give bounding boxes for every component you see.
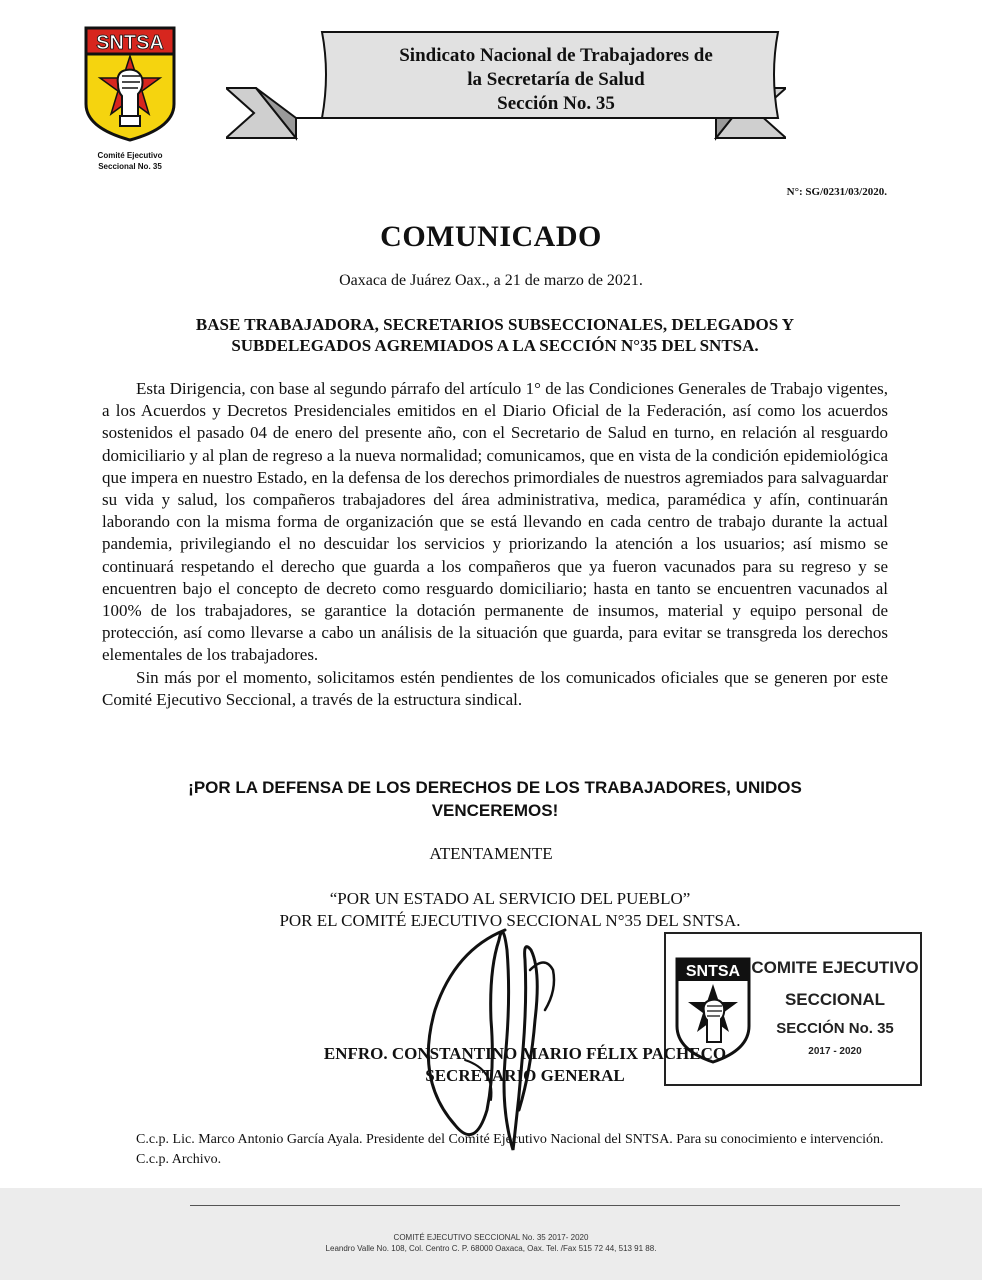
banner-line-3: Sección No. 35 — [497, 93, 615, 114]
ccp-line-1: C.c.p. Lic. Marco Antonio García Ayala. Presidente del Comité Ejecutivo Nacional del SNTSA. Para su conocimiento e intervención. — [136, 1132, 884, 1147]
footer-line-1: COMITÉ EJECUTIVO SECCIONAL No. 35 2017- 2020 — [393, 1233, 589, 1242]
stamp-line-4: 2017 - 2020 — [808, 1046, 862, 1057]
slogan-line-2: VENCEREMOS! — [431, 801, 559, 820]
motto-line-2: POR EL COMITÉ EJECUTIVO SECCIONAL N°35 DEL SNTSA. — [279, 911, 741, 930]
handwritten-signature — [395, 910, 595, 1160]
footer — [0, 1232, 982, 1254]
logo-caption-line2: Seccional No. 35 — [98, 162, 162, 171]
addressee-line-2: SUBDELEGADOS AGREMIADOS A LA SECCIÓN N°35 DEL SNTSA. — [231, 336, 759, 355]
stamp-line-1: COMITE EJECUTIVO — [751, 958, 919, 977]
body-paragraph-2: Sin más por el momento, solicitamos estén pendientes de los comunicados oficiales que se generen por este Comité Ejecutivo Seccional, a través de la estructura sindical. — [102, 667, 888, 709]
slogan — [120, 776, 870, 822]
svg-text:SNTSA: SNTSA — [96, 32, 164, 54]
footer-line-2: Leandro Valle No. 108, Col. Centro C. P. 68000 Oaxaca, Oax. Tel. /Fax 515 72 44, 513 91 88. — [325, 1244, 657, 1253]
closing: ATENTAMENTE — [429, 844, 553, 863]
signer-name: ENFRO. CONSTANTINO MARIO FÉLIX PACHECO — [323, 1044, 727, 1063]
banner-line-2: la Secretaría de Salud — [467, 69, 645, 90]
body-text — [102, 378, 888, 711]
logo-caption — [70, 150, 190, 172]
signer-title: SECRETARIO GENERAL — [425, 1066, 625, 1085]
addressee — [120, 314, 870, 356]
reference-number: N°: SG/0231/03/2020. — [786, 186, 887, 198]
footer-divider — [190, 1205, 900, 1206]
banner-line-1: Sindicato Nacional de Trabajadores de — [399, 45, 713, 66]
carbon-copy — [102, 1130, 888, 1170]
banner-text — [326, 44, 786, 116]
logo-caption-line1: Comité Ejecutivo — [97, 151, 163, 160]
slogan-line-1: ¡POR LA DEFENSA DE LOS DERECHOS DE LOS TRABAJADORES, UNIDOS — [188, 778, 802, 797]
body-paragraph-1: Esta Dirigencia, con base al segundo párrafo del artículo 1° de las Condiciones Generales de Trabajo vigentes, a los Acuerdos y Decretos Presidenciales emitidos en el Diario Oficial de la Federación, así como los acuerdos sostenidos el pasado 04 de enero del presente año, con el Secretario de Salud en turno, en relación al resguardo domiciliario y al plan de regreso a la nueva normalidad; comunicamos, que en vista de la condición epidemiológica que impera en nuestro Estado, en la defensa de los derechos primordiales de nuestros agremiados para salvaguardar su vida y salud, los compañeros trabajadores del área administrativa, medica, paramédica y afín, continuarán laborando con la misma forma de organización que se está llevando en cada centro de trabajo durante la actual pandemia, privilegiando el no descuidar los servicios y priorizando la atención a los usuarios; así mismo se continuará respetando el derecho que guarda a los compañeros que ya fueron vacunados para su regreso y se encuentren bajo el concepto de decreto como resguardo domiciliario; hasta en tanto se encuentren vacunados al 100% de los trabajadores, se garantice la dotación permanente de insumos, material y equipo personal de protección, así como llevarse a cabo un análisis de la situación que guarda, para evitar se transgreda los derechos elementales de los trabajadores. — [102, 379, 888, 665]
sntsa-logo — [82, 24, 178, 142]
addressee-line-1: BASE TRABAJADORA, SECRETARIOS SUBSECCIONALES, DELEGADOS Y — [195, 315, 795, 334]
page-title: COMUNICADO — [380, 220, 602, 253]
document-date: Oaxaca de Juárez Oax., a 21 de marzo de 2021. — [339, 272, 643, 289]
svg-text:SNTSA: SNTSA — [685, 963, 741, 980]
stamp-line-3: SECCIÓN No. 35 — [776, 1020, 894, 1037]
ccp-line-2: C.c.p. Archivo. — [136, 1152, 222, 1167]
motto-line-1: “POR UN ESTADO AL SERVICIO DEL PUEBLO” — [329, 889, 691, 908]
stamp-line-2: SECCIONAL — [784, 990, 886, 1009]
